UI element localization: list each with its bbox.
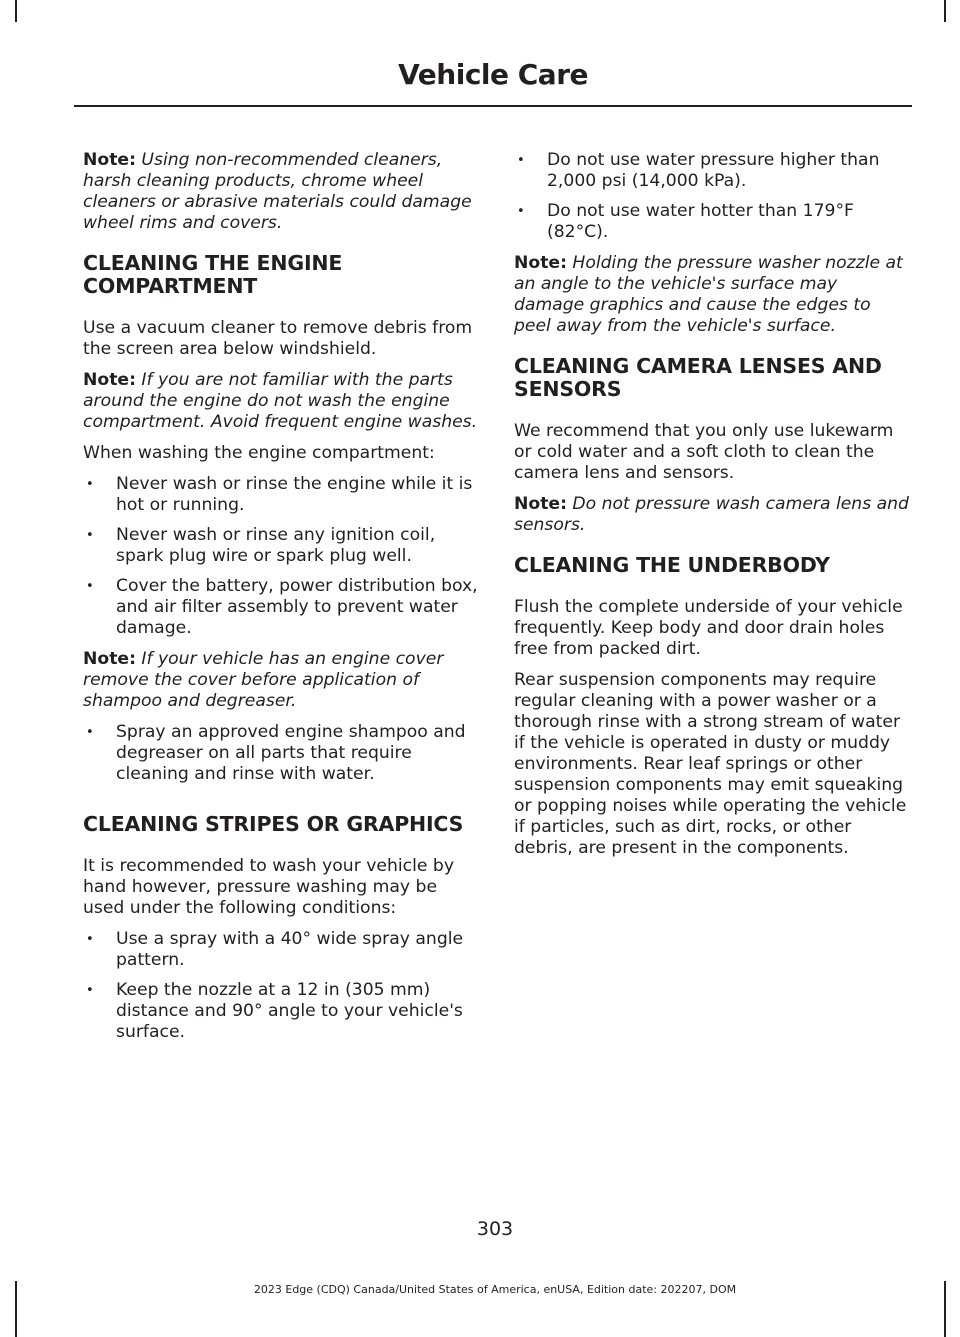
note-text: Holding the pressure washer nozzle at an angle to the vehicle's surface may damage graphics and cause the edges to peel away from the vehicle's surface. [514,253,903,336]
list-item: • Spray an approved engine shampoo and degreaser on all parts that require cleaning and rinse with water. [83,722,478,785]
page-number: 303 [476,1218,514,1240]
engine-paragraph-washing: When washing the engine compartment: [83,443,435,463]
list-item: • Do not use water hotter than 179°F (82°C). [514,201,910,243]
note-label: Note: [83,649,136,669]
pressure-bullet-list [514,150,910,243]
header-divider [74,105,912,107]
list-item: • Cover the battery, power distribution box, and air filter assembly to prevent water damage. [83,576,478,639]
note-text: Do not pressure wash camera lens and sensors. [514,494,909,535]
underbody-paragraph-suspension: Rear suspension components may require regular cleaning with a power washer or a thorough rinse with a strong stream of water if the vehicle is operated in dusty or muddy environments. Rear leaf springs or other suspension components may emit squeaking or popping noises while operating the vehicle if particles, such as dirt, rocks, or other debris, are present in the components. [514,670,907,858]
underbody-heading: CLEANING THE UNDERBODY [514,553,830,577]
note-label: Note: [514,253,567,273]
note-text: If your vehicle has an engine cover remove the cover before application of shampoo and degreaser. [83,649,444,711]
note-label: Note: [514,494,567,514]
note-text: If you are not familiar with the parts around the engine do not wash the engine compartment. Avoid frequent engine washes. [83,370,478,432]
camera-paragraph: We recommend that you only use lukewarm or cold water and a soft cloth to clean the camera lens and sensors. [514,421,894,483]
nozzle-angle-note [514,253,910,337]
engine-cover-note [83,649,478,712]
camera-lenses-heading: CLEANING CAMERA LENSES AND SENSORS [514,354,882,401]
engine-paragraph-vacuum: Use a vacuum cleaner to remove debris from the screen area below windshield. [83,318,473,359]
note-text: Using non-recommended cleaners, harsh cleaning products, chrome wheel cleaners or abrasive materials could damage wheel rims and covers. [83,150,472,233]
page-title: Vehicle Care [398,58,588,91]
engine-shampoo-bullet-list [83,722,478,785]
stripes-paragraph: It is recommended to wash your vehicle by hand however, pressure washing may be used under the following conditions: [83,856,454,918]
stripes-graphics-heading: CLEANING STRIPES OR GRAPHICS [83,812,464,836]
edition-footer: 2023 Edge (CDQ) Canada/United States of America, enUSA, Edition date: 202207, DOM [253,1283,737,1296]
note-label: Note: [83,150,136,170]
engine-bullet-list [83,474,478,639]
stripes-bullet-list [83,929,478,1043]
list-item: • Use a spray with a 40° wide spray angle pattern. [83,929,478,971]
list-item: • Never wash or rinse the engine while it is hot or running. [83,474,478,516]
crop-mark-top-right [944,0,946,22]
list-item: • Never wash or rinse any ignition coil, spark plug wire or spark plug well. [83,525,478,567]
list-item: • Keep the nozzle at a 12 in (305 mm) distance and 90° angle to your vehicle's surface. [83,980,478,1043]
list-item: • Do not use water pressure higher than 2,000 psi (14,000 kPa). [514,150,910,192]
wheel-cleaner-note [83,150,478,234]
engine-compartment-heading: CLEANING THE ENGINE COMPARTMENT [83,251,343,298]
note-label: Note: [83,370,136,390]
crop-mark-top-left [15,0,17,22]
underbody-paragraph-flush: Flush the complete underside of your vehicle frequently. Keep body and door drain holes free from packed dirt. [514,597,903,659]
camera-note [514,494,910,536]
right-column [514,150,910,869]
left-column [83,150,478,1053]
engine-note [83,370,478,433]
